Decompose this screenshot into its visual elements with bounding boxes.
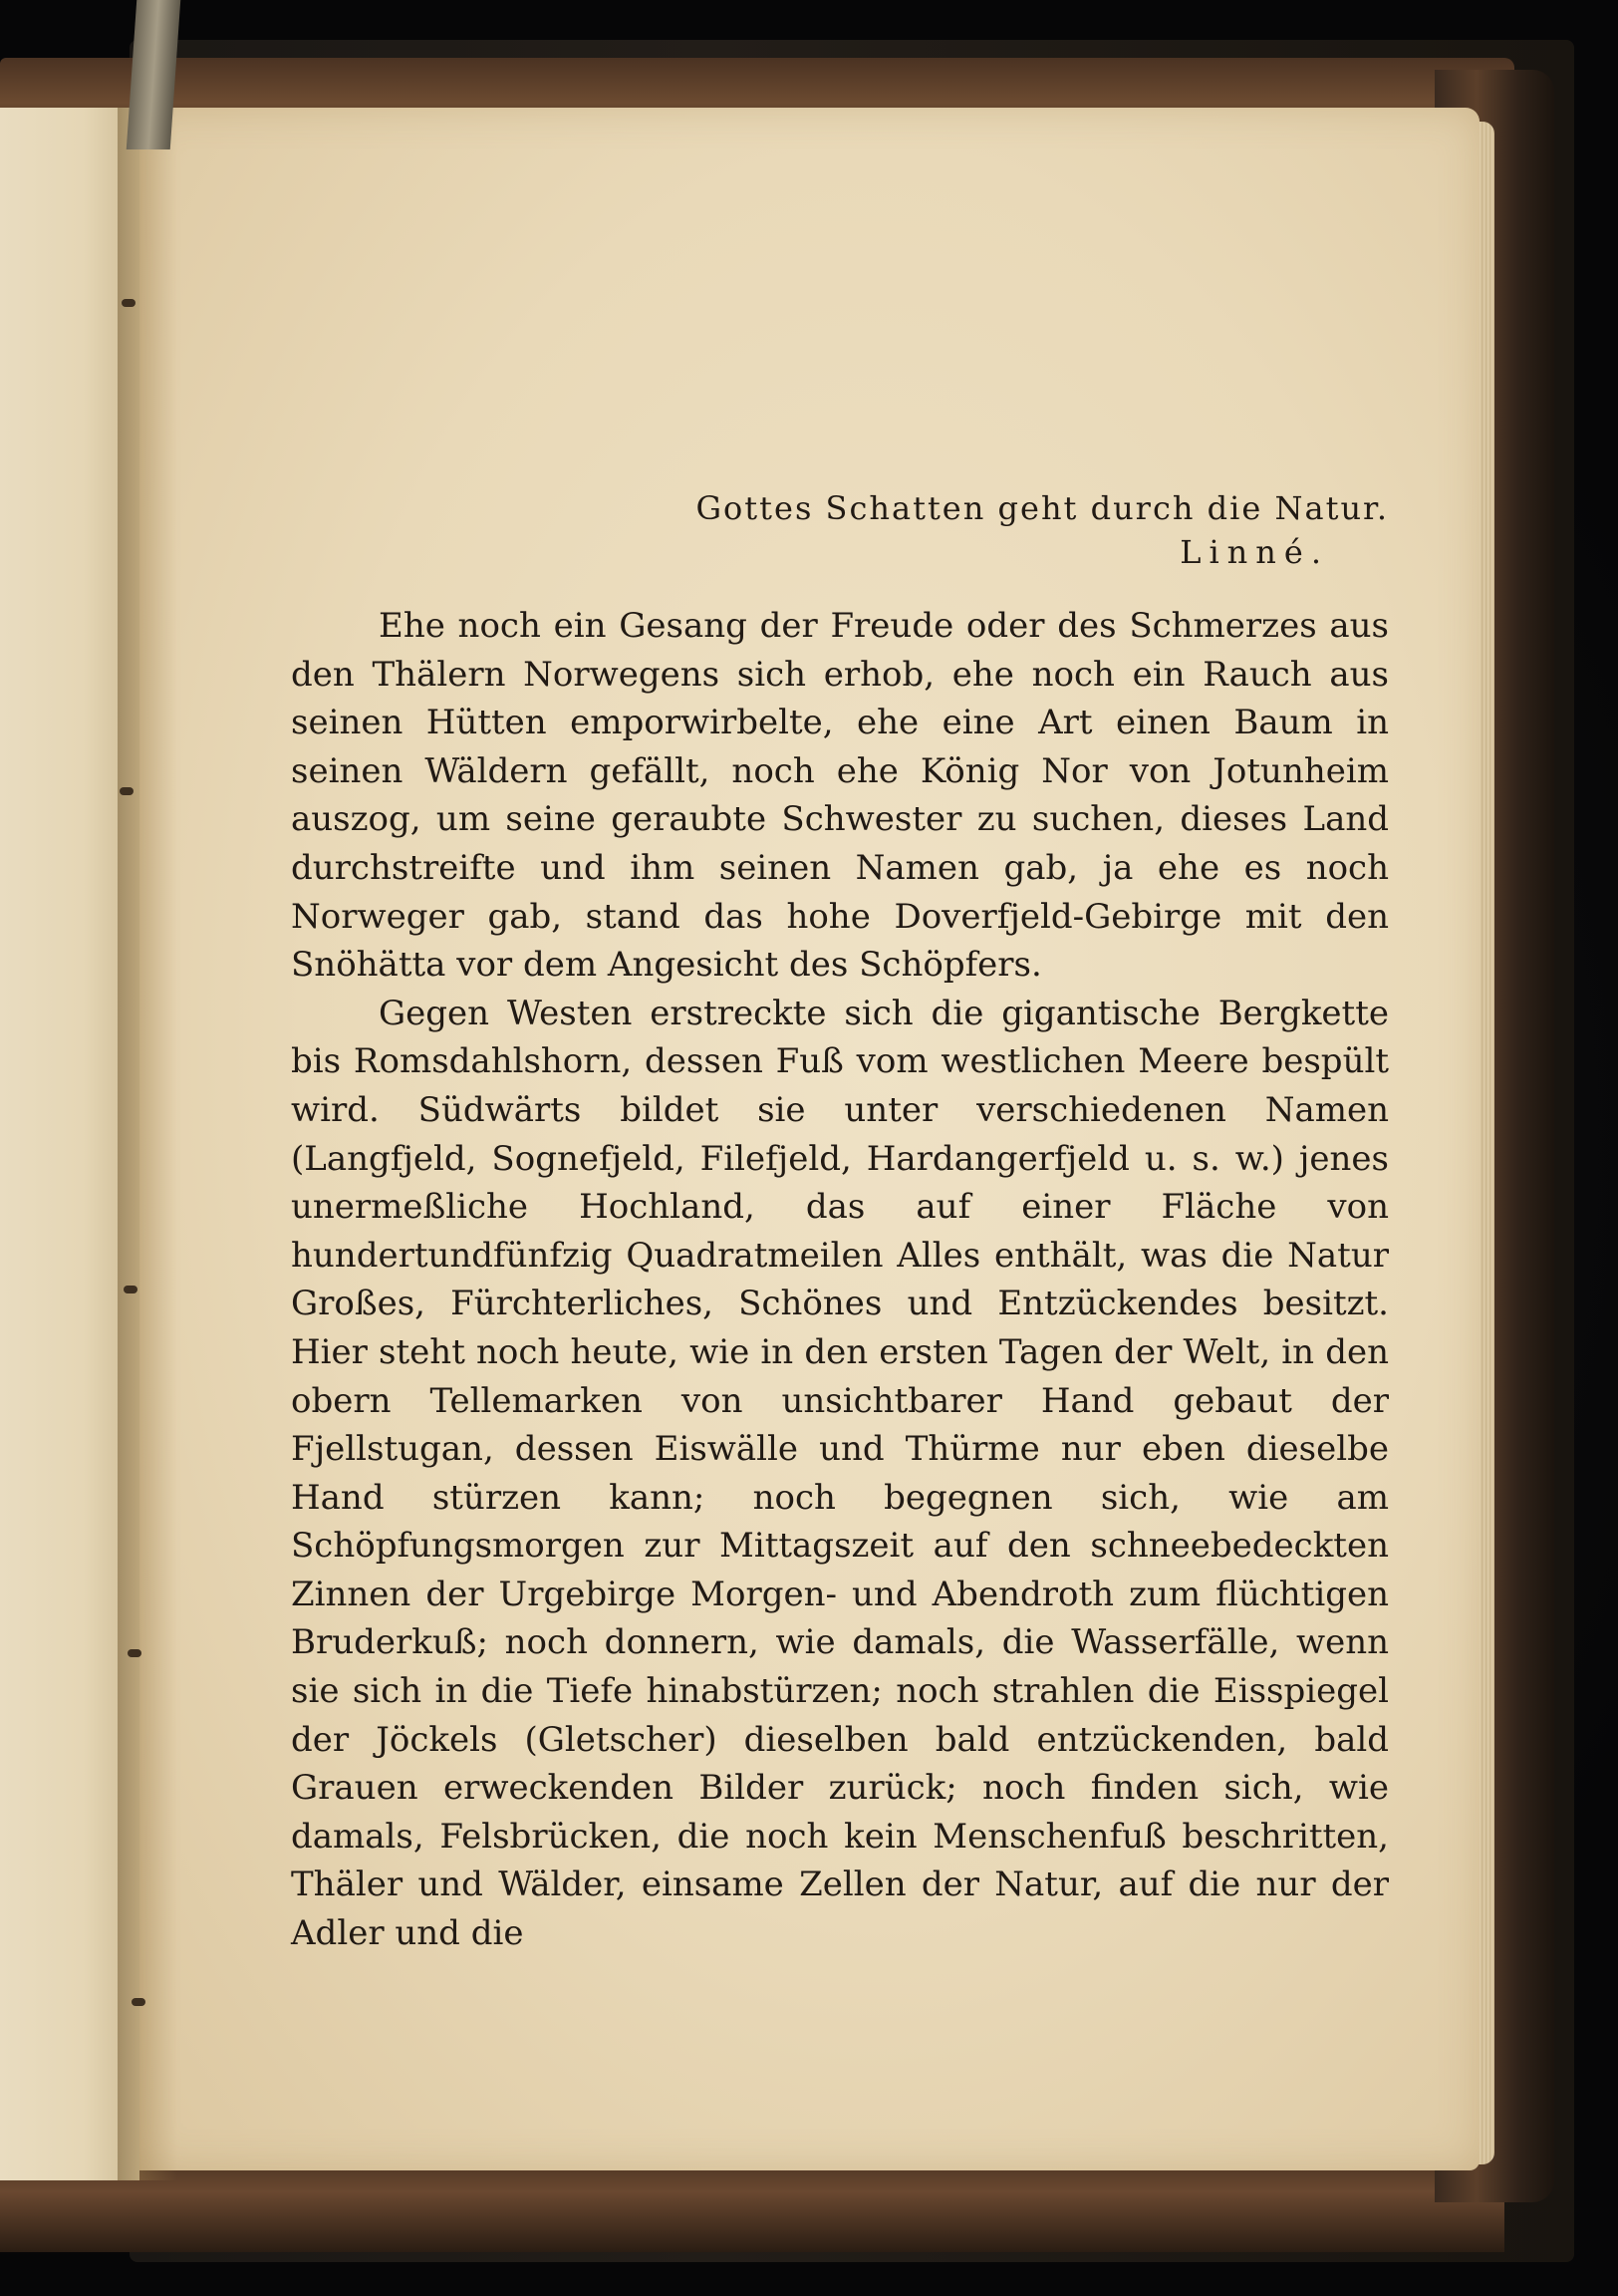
binding-stitch xyxy=(132,1998,145,2006)
epigraph-attribution: Linné. xyxy=(1180,533,1329,571)
binding-stitch xyxy=(128,1649,141,1657)
book-gutter xyxy=(118,108,177,2180)
binding-stitch xyxy=(120,787,134,795)
paragraph: Ehe noch ein Gesang der Freude oder des Schmerzes aus den Thälern Norwegens sich erhob, ehe noch ein Rauch aus seinen Hütten emporwirbelte, ehe eine Art einen Baum in seinen Wäldern gefällt, noch ehe König Nor von Jotunheim auszog, um seine geraubte Schwester zu suchen, dieses Land durchstreifte und ihm seinen Namen gab, ja ehe es noch Norweger gab, stand das hohe Doverfjeld-Gebirge mit den Snöhätta vor dem Angesicht des Schöpfers. xyxy=(291,606,1389,986)
epigraph: Gottes Schatten geht durch die Natur. xyxy=(695,489,1389,527)
binding-stitch xyxy=(122,299,135,307)
paragraph: Gegen Westen erstreckte sich die gigantische Bergkette bis Romsdahlshorn, dessen Fuß vom westlichen Meere bespült wird. Südwärts bildet sie unter verschiedenen Namen (Langfjeld, Sognefjeld, Filefjeld, Hardangerfjeld u. s. w.) jenes unermeßliche Hochland, das auf einer Fläche von hundertundfünfzig Quadratmeilen Alles enthält, was die Natur Großes, Fürchterliches, Schönes und Entzückendes besitzt. Hier steht noch heute, wie in den ersten Tagen der Welt, in den obern Tellemarken von unsichtbarer Hand gebaut der Fjellstugan, dessen Eiswälle und Thürme nur eben dieselbe Hand stürzen kann; noch begegnen sich, wie am Schöpfungsmorgen zur Mittagszeit auf den schneebedeckten Zinnen der Urgebirge Morgen- und Abendroth zum flüchtigen Bruderkuß; noch donnern, wie damals, die Wasserfälle, wenn sie sich in die Tiefe hinabstürzen; noch strahlen die Eisspiegel der Jöckels (Gletscher) dieselben bald entzückenden, bald Grauen erweckenden Bilder zurück; noch finden sich, wie damals, Felsbrücken, die noch kein Menschenfuß beschritten, Thäler und Wälder, einsame Zellen der Natur, auf die nur der Adler und die xyxy=(291,993,1389,1954)
page-text xyxy=(291,486,1389,1958)
binding-stitch xyxy=(124,1286,137,1293)
